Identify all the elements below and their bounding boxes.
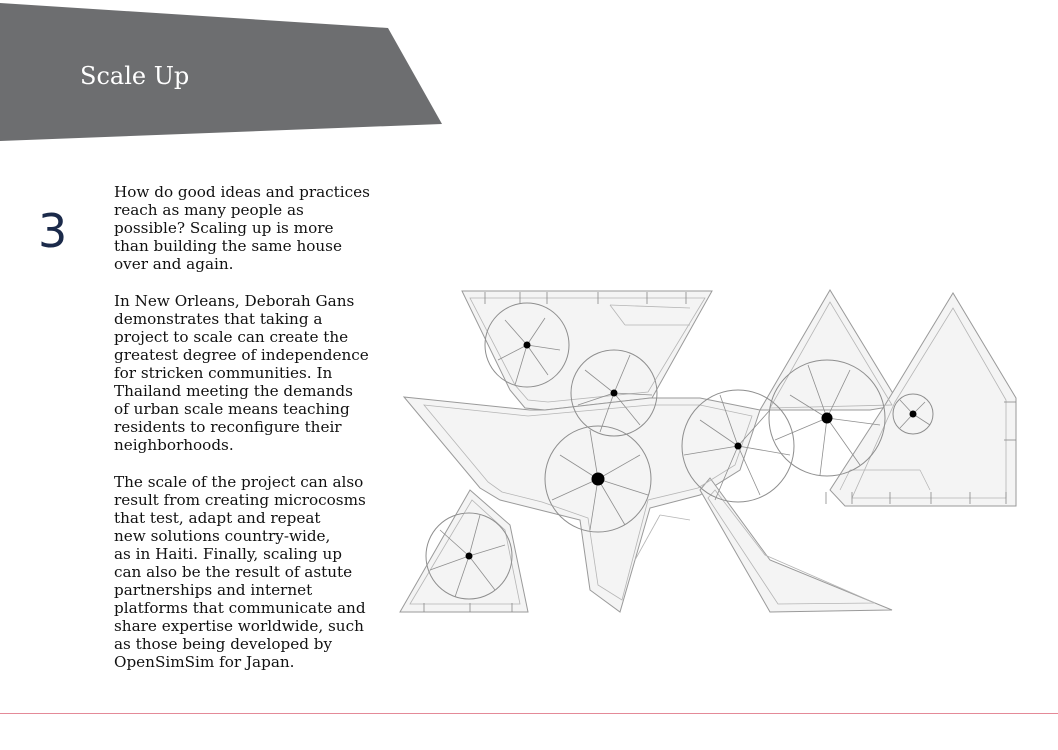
banner-shape bbox=[0, 3, 442, 141]
text-line: neighborhoods. bbox=[114, 436, 234, 455]
text-line: partnerships and internet bbox=[114, 581, 313, 600]
text-line: OpenSimSim for Japan. bbox=[114, 653, 295, 672]
page-title: Scale Up bbox=[80, 62, 190, 90]
text-line: residents to reconfigure their bbox=[114, 418, 342, 437]
text-line: greatest degree of independence bbox=[114, 345, 369, 364]
text-line: over and again. bbox=[114, 255, 234, 274]
text-line: that test, adapt and repeat bbox=[114, 508, 321, 527]
site-plan-illustration bbox=[395, 285, 1025, 620]
text-line: new solutions country-wide, bbox=[114, 526, 331, 545]
text-line: than building the same house bbox=[114, 237, 342, 256]
text-line: share expertise worldwide, such bbox=[114, 617, 364, 636]
text-line: for stricken communities. In bbox=[114, 363, 333, 382]
text-line: platforms that communicate and bbox=[114, 599, 366, 618]
paragraph-1 bbox=[114, 183, 384, 273]
text-line: possible? Scaling up is more bbox=[114, 219, 334, 238]
text-line: reach as many people as bbox=[114, 201, 304, 220]
text-line: result from creating microcosms bbox=[114, 490, 366, 509]
text-line: The scale of the project can also bbox=[114, 472, 364, 491]
section-number: 3 bbox=[38, 204, 68, 258]
text-line: of urban scale means teaching bbox=[114, 400, 350, 419]
text-line: as in Haiti. Finally, scaling up bbox=[114, 544, 342, 563]
text-line: can also be the result of astute bbox=[114, 562, 353, 581]
text-line: In New Orleans, Deborah Gans bbox=[114, 291, 355, 310]
paragraph-2 bbox=[114, 292, 384, 455]
text-line: as those being developed by bbox=[114, 635, 333, 654]
footer-rule bbox=[0, 713, 1058, 714]
paragraph-3 bbox=[114, 473, 384, 672]
body-text bbox=[114, 183, 384, 690]
text-line: Thailand meeting the demands bbox=[114, 382, 353, 401]
text-line: How do good ideas and practices bbox=[114, 183, 370, 201]
text-line: demonstrates that taking a bbox=[114, 309, 323, 328]
text-line: project to scale can create the bbox=[114, 327, 349, 346]
